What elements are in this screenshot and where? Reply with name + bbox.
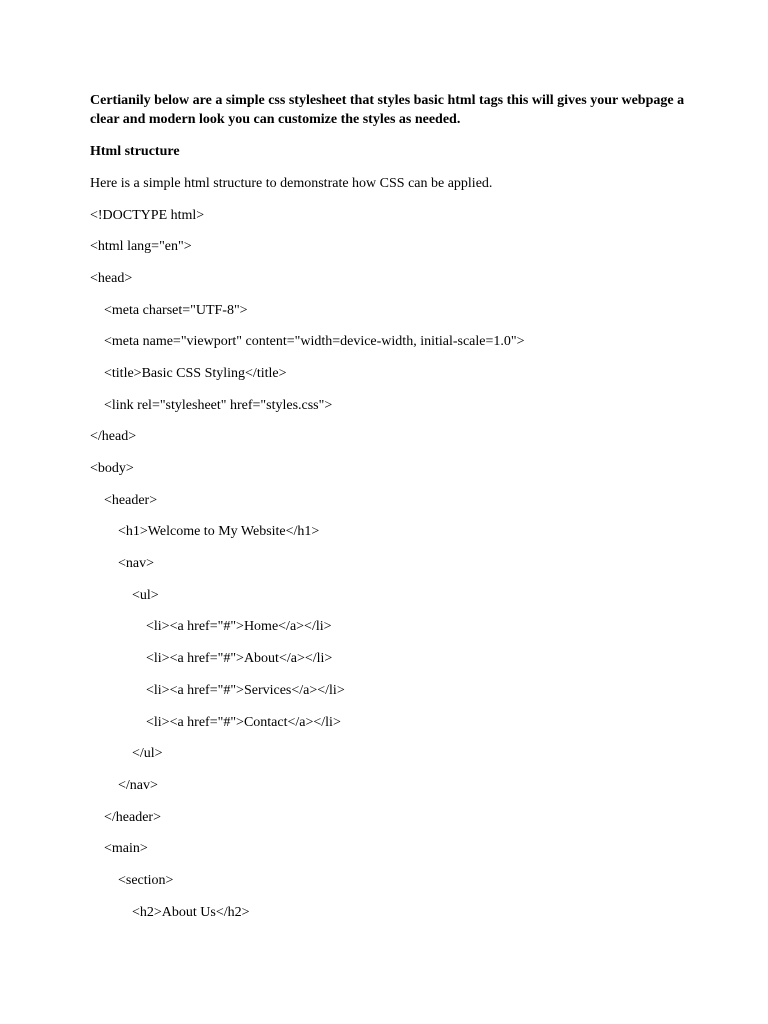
code-line: <section>: [118, 872, 174, 888]
code-line: <li><a href="#">About</a></li>: [146, 651, 333, 667]
code-line: </header>: [104, 809, 161, 825]
code-line: <head>: [90, 270, 133, 286]
code-line: <main>: [104, 841, 148, 857]
code-line: <li><a href="#">Contact</a></li>: [146, 714, 341, 730]
code-line: <li><a href="#">Services</a></li>: [146, 682, 345, 698]
document-body: [90, 91, 690, 922]
code-listing: [90, 206, 690, 922]
code-line: </head>: [90, 429, 137, 445]
code-line: </ul>: [132, 746, 163, 762]
code-line: </nav>: [118, 777, 158, 793]
code-line: <meta charset="UTF-8">: [104, 302, 248, 318]
section-heading: Html structure: [90, 144, 180, 159]
code-line: <title>Basic CSS Styling</title>: [104, 365, 287, 381]
description-paragraph: Here is a simple html structure to demonstrate how CSS can be applied.: [90, 176, 493, 191]
code-line: <html lang="en">: [90, 239, 192, 255]
code-line: <body>: [90, 461, 134, 476]
code-line: <h1>Welcome to My Website</h1>: [118, 524, 320, 540]
code-line: <h2>About Us</h2>: [132, 904, 250, 920]
code-line: <header>: [104, 492, 158, 508]
code-line: <nav>: [118, 556, 155, 572]
intro-paragraph: Certianily below are a simple css stylesheet that styles basic html tags this will gives your webpage a clear and modern look you can customize the styles as needed.: [90, 93, 685, 127]
code-line: <ul>: [132, 587, 159, 603]
code-line: <link rel="stylesheet" href="styles.css">: [104, 397, 333, 413]
code-line: <meta name="viewport" content="width=device-width, initial-scale=1.0">: [104, 334, 525, 350]
code-line: <li><a href="#">Home</a></li>: [146, 619, 332, 635]
code-line: <!DOCTYPE html>: [90, 207, 205, 223]
